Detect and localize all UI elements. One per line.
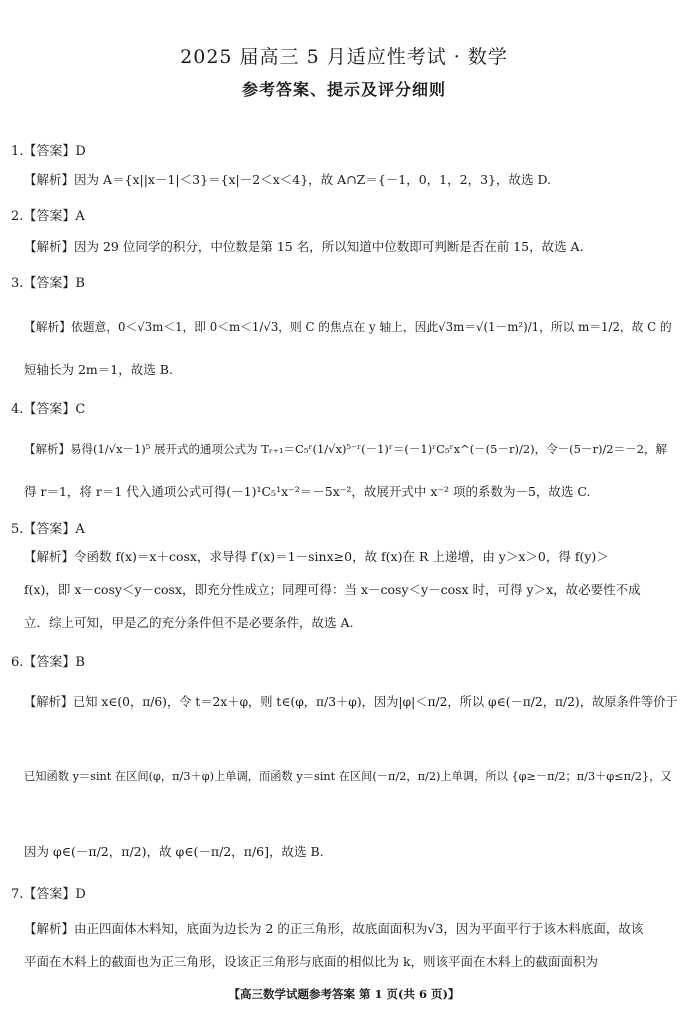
solution-3-line-1: 【解析】依题意，0＜√3m＜1，即 0＜m＜1/√3，则 C 的焦点在 y 轴上，因此√3m＝√(1－m²)/1，所以 m＝1/2，故 C 的 xyxy=(24,320,672,334)
page-subtitle: 参考答案、提示及评分细则 xyxy=(241,80,446,99)
solution-1-line-1: 【解析】因为 A＝{x||x－1|＜3}＝{x|－2＜x＜4}，故 A∩Z＝{－1，0，1，2，3}，故选 D. xyxy=(24,172,552,187)
answer-label-2: 2.【答案】A xyxy=(11,209,85,224)
solution-4-line-2: 得 r＝1，将 r＝1 代入通项公式可得(－1)¹C₅¹x⁻²＝－5x⁻²，故展开式中 x⁻² 项的系数为－5，故选 C. xyxy=(24,484,591,499)
solution-6-line-1: 【解析】已知 x∈(0，π/6)，令 t＝2x＋φ，则 t∈(φ，π/3＋φ)，因为|φ|＜π/2，所以 φ∈(－π/2，π/2)，故原条件等价于 xyxy=(24,695,678,709)
answer-label-4: 4.【答案】C xyxy=(11,402,86,417)
solution-5-line-2: f(x)，即 x－cosy＜y－cosx，即充分性成立；同理可得：当 x－cosy＜y－cosx 时，可得 y＞x，故必要性不成 xyxy=(24,582,641,597)
solution-5-line-1: 【解析】令函数 f(x)＝x＋cosx，求导得 f′(x)＝1－sinx≥0，故 f(x)在 R 上递增，由 y＞x＞0，得 f(y)＞ xyxy=(24,549,609,564)
solution-7-line-1: 【解析】由正四面体木料知，底面为边长为 2 的正三角形，故底面面积为√3，因为平面平行于该木料底面，故该 xyxy=(24,921,644,936)
answer-label-3: 3.【答案】B xyxy=(11,276,85,291)
solution-6-line-3: 因为 φ∈(－π/2，π/2)，故 φ∈(－π/2，π/6]，故选 B. xyxy=(24,844,324,859)
answer-label-7: 7.【答案】D xyxy=(11,887,86,902)
page-footer: 【高三数学试题参考答案 第 1 页(共 6 页)】 xyxy=(228,987,460,1001)
page-title: 2025 届高三 5 月适应性考试 · 数学 xyxy=(180,46,508,68)
solution-3-line-2: 短轴长为 2m＝1，故选 B. xyxy=(24,362,173,377)
solution-2-line-1: 【解析】因为 29 位同学的积分，中位数是第 15 名，所以知道中位数即可判断是否在前 15，故选 A. xyxy=(24,239,584,254)
answer-label-1: 1.【答案】D xyxy=(11,144,86,159)
solution-5-line-3: 立．综上可知，甲是乙的充分条件但不是必要条件，故选 A. xyxy=(24,615,354,630)
answer-label-5: 5.【答案】A xyxy=(11,522,85,537)
solution-7-line-2: 平面在木料上的截面也为正三角形，设该正三角形与底面的相似比为 k，则该平面在木料上的截面面积为 xyxy=(24,954,599,969)
solution-6-line-2: 已知函数 y＝sint 在区间(φ，π/3＋φ)上单调，而函数 y＝sint 在区间(－π/2，π/2)上单调，所以 {φ≥－π/2；π/3＋φ≤π/2}，又 xyxy=(24,770,672,783)
solution-4-line-1: 【解析】易得(1/√x－1)⁵ 展开式的通项公式为 Tᵣ₊₁＝C₅ʳ(1/√x)⁵⁻ʳ(－1)ʳ＝(－1)ʳC₅ʳx^(－(5－r)/2)，令－(5－r)/2＝－2，解 xyxy=(24,442,667,456)
answer-label-6: 6.【答案】B xyxy=(11,655,85,670)
